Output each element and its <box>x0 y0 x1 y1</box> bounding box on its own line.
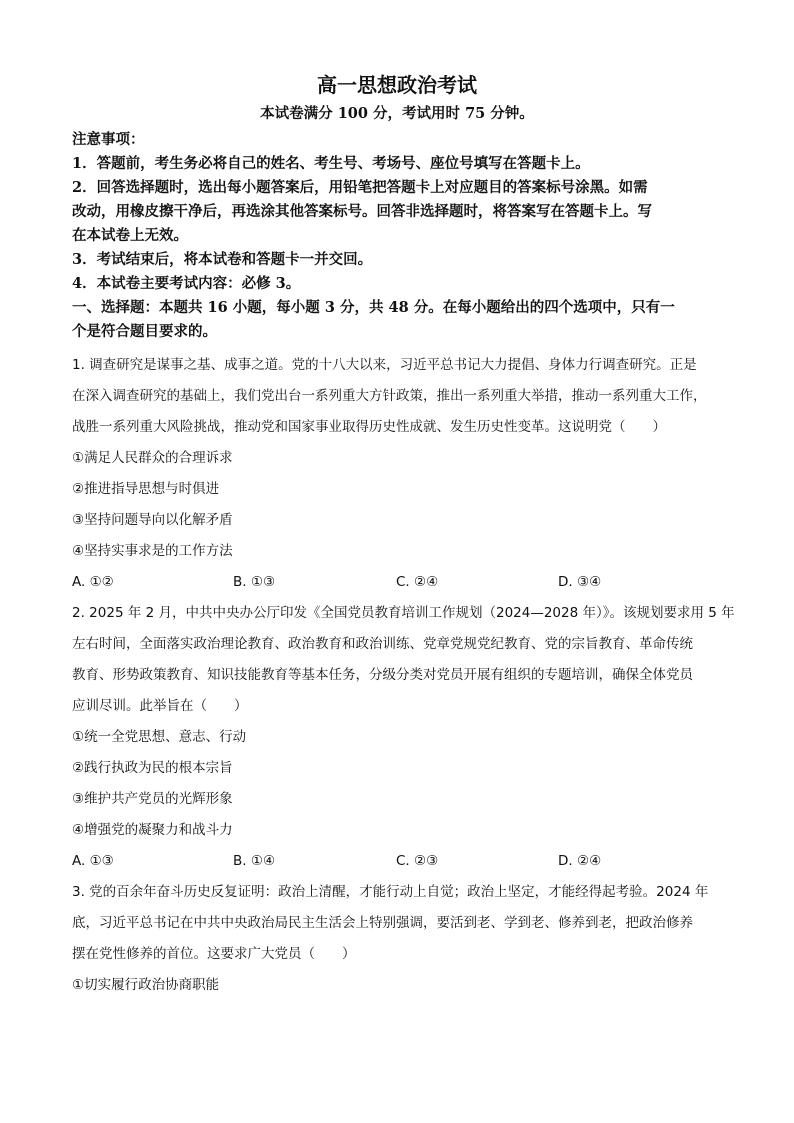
notice-line: 2．回答选择题时，选出每小题答案后，用铅笔把答题卡上对应题目的答案标号涂黑。如需 <box>72 179 648 196</box>
option-c: C. ②④ <box>396 574 439 590</box>
statement: ③维护共产党员的光辉形象 <box>72 791 233 807</box>
notice-line: 改动，用橡皮擦干净后，再选涂其他答案标号。回答非选择题时，将答案写在答题卡上。写 <box>72 203 652 220</box>
notice-section <box>72 128 722 344</box>
exam-subtitle: 本试卷满分 100 分，考试用时 75 分钟。 <box>260 105 534 122</box>
option-d: D. ②④ <box>558 853 602 869</box>
notice-line: 在本试卷上无效。 <box>72 227 188 244</box>
section-heading: 个是符合题目要求的。 <box>72 323 217 340</box>
question-stem: 3. 党的百余年奋斗历史反复证明：政治上清醒，才能行动上自觉；政治上坚定，才能经得起考验。2024 年 <box>72 884 709 900</box>
statement: ①满足人民群众的合理诉求 <box>72 450 233 466</box>
option-d: D. ③④ <box>558 574 602 590</box>
question-stem: 教育、形势政策教育、知识技能教育等基本任务，分级分类对党员开展有组织的专题培训，确保全体党员 <box>72 667 693 683</box>
page-title: 高一思想政治考试 <box>317 73 477 97</box>
option-a: A. ①② <box>72 574 114 590</box>
notice-line: 3．考试结束后，将本试卷和答题卡一并交回。 <box>72 251 373 268</box>
question-3 <box>72 877 727 1001</box>
question-stem: 应训尽训。此举旨在（ ） <box>72 698 248 714</box>
notice-heading: 注意事项： <box>72 131 145 148</box>
statement: ②践行执政为民的根本宗旨 <box>72 760 233 776</box>
option-c: C. ②③ <box>396 853 439 869</box>
option-row <box>72 846 727 877</box>
question-stem: 2. 2025 年 2 月，中共中央办公厅印发《全国党员教育培训工作规划（2024—2028 年）》。该规划要求用 5 年 <box>72 605 735 621</box>
option-row <box>72 567 727 598</box>
notice-line: 4．本试卷主要考试内容：必修 3。 <box>72 275 301 292</box>
section-heading: 一、选择题：本题共 16 小题，每小题 3 分，共 48 分。在每小题给出的四个选项中，只有一 <box>72 299 675 316</box>
statement: ④增强党的凝聚力和战斗力 <box>72 822 233 838</box>
option-b: B. ①③ <box>233 574 276 590</box>
statement: ①统一全党思想、意志、行动 <box>72 729 247 745</box>
question-stem: 战胜一系列重大风险挑战，推动党和国家事业取得历史性成就、发生历史性变革。这说明党（ ） <box>72 419 666 435</box>
statement: ④坚持实事求是的工作方法 <box>72 543 233 559</box>
question-stem: 1. 调查研究是谋事之基、成事之道。党的十八大以来，习近平总书记大力提倡、身体力行调查研究。正是 <box>72 357 697 373</box>
question-2 <box>72 598 735 877</box>
question-1 <box>72 350 727 598</box>
notice-line: 1．答题前，考生务必将自己的姓名、考生号、考场号、座位号填写在答题卡上。 <box>72 155 590 172</box>
option-a: A. ①③ <box>72 853 114 869</box>
question-stem: 在深入调查研究的基础上，我们党出台一系列重大方针政策，推出一系列重大举措，推动一系列重大工作， <box>72 388 707 404</box>
statement: ①切实履行政治协商职能 <box>72 977 220 993</box>
question-stem: 摆在党性修养的首位。这要求广大党员（ ） <box>72 946 356 962</box>
question-stem: 左右时间，全面落实政治理论教育、政治教育和政治训练、党章党规党纪教育、党的宗旨教育、革命传统 <box>72 636 693 652</box>
statement: ②推进指导思想与时俱进 <box>72 481 220 497</box>
questions <box>72 350 735 1001</box>
option-b: B. ①④ <box>233 853 276 869</box>
statement: ③坚持问题导向以化解矛盾 <box>72 512 233 528</box>
question-stem: 底，习近平总书记在中共中央政治局民主生活会上特别强调，要活到老、学到老、修养到老，把政治修养 <box>72 915 693 931</box>
